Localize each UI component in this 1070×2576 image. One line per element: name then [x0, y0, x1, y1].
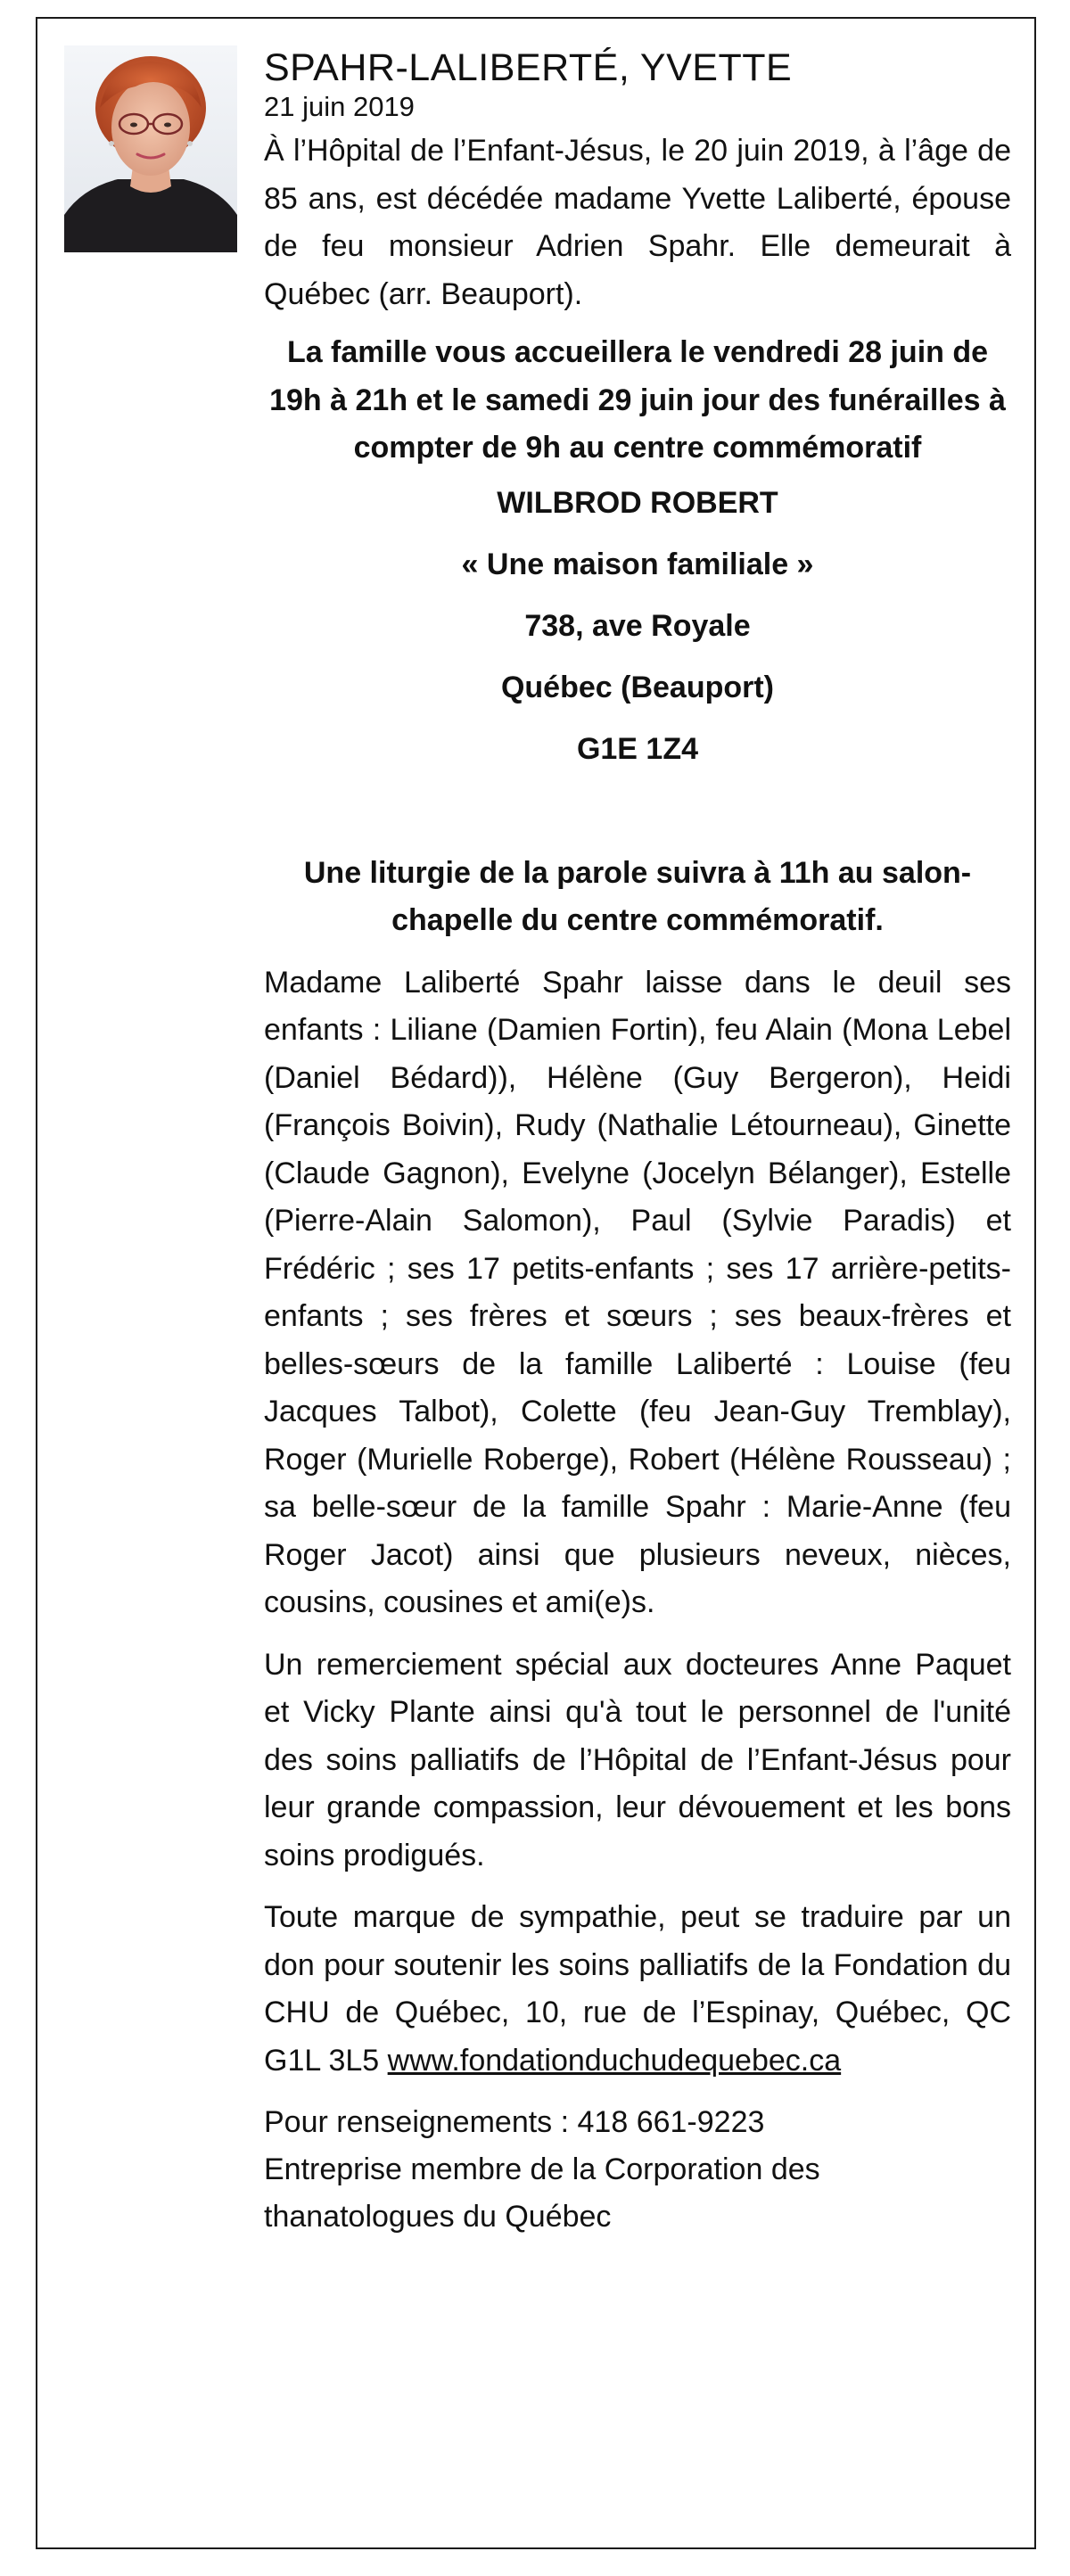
- venue-city: Québec (Beauport): [500, 670, 775, 704]
- venue-postal-code: G1E 1Z4: [576, 731, 699, 766]
- deceased-name: SPAHR-LALIBERTÉ, YVETTE: [264, 46, 793, 89]
- donation-paragraph: [264, 1894, 1011, 2085]
- portrait-photo: [64, 45, 237, 252]
- venue-name: WILBROD ROBERT: [497, 485, 778, 520]
- visitation-details: La famille vous accueillera le vendredi 28 juin de 19h à 21h et le samedi 29 juin jour des funérailles à compter de 9h au centre commémoratif: [269, 335, 1006, 465]
- liturgy-details: Une liturgie de la parole suivra à 11h au salon-chapelle du centre commémoratif.: [303, 855, 972, 937]
- obituary-frame: [36, 17, 1036, 2549]
- survivors-paragraph: Madame Laliberté Spahr laisse dans le deuil ses enfants : Liliane (Damien Fortin), feu Alain (Mona Lebel (Daniel Bédard)), Hélène (Guy Bergeron), Heidi (François Boivin), Rudy (Nathalie Létourneau), Ginette (Claude Gagnon), Evelyne (Jocelyn Bélanger), Estelle (Pierre-Alain Salomon), Paul (Sylvie Paradis) et Frédéric ; ses 17 petits-enfants ; ses 17 arrière-petits-enfants ; ses frères et sœurs ; ses beaux-frères et belles-sœurs de la famille Laliberté : Louise (feu Jacques Talbot), Colette (feu Jean-Guy Tremblay), Roger (Murielle Roberge), Robert (Hélène Rousseau) ; sa belle-sœur de la famille Spahr : Marie-Anne (feu Roger Jacot) ainsi que plusieurs neveux, nièces, cousins, cousines et ami(e)s.: [264, 965, 1011, 1619]
- donation-link[interactable]: www.fondationduchudequebec.ca: [387, 2043, 842, 2078]
- venue-block: [264, 473, 1011, 780]
- contact-block: [264, 2099, 1011, 2241]
- info-phone: Pour renseignements : 418 661-9223: [264, 2105, 765, 2139]
- publication-date: 21 juin 2019: [264, 91, 415, 122]
- thanks-paragraph: Un remerciement spécial aux docteures Anne Paquet et Vicky Plante ainsi qu'à tout le personnel de l'unité des soins palliatifs de l’Hôpital de l’Enfant-Jésus pour leur grande compassion, leur dévouement et les bons soins prodigués.: [264, 1647, 1011, 1872]
- member-line-2: thanatologues du Québec: [264, 2200, 612, 2234]
- death-announcement: À l’Hôpital de l’Enfant-Jésus, le 20 juin 2019, à l’âge de 85 ans, est décédée madame Yvette Laliberté, épouse de feu monsieur Adrien Spahr. Elle demeurait à Québec (arr. Beauport).: [264, 134, 1011, 311]
- member-line-1: Entreprise membre de la Corporation des: [264, 2152, 820, 2186]
- venue-street: 738, ave Royale: [524, 608, 751, 643]
- venue-slogan: « Une maison familiale »: [461, 547, 814, 581]
- obituary-content: [264, 45, 1011, 2241]
- donation-text: Toute marque de sympathie, peut se traduire par un don pour soutenir les soins palliatifs de la Fondation du CHU de Québec, 10, rue de l’Espinay, Québec, QC G1L 3L5: [264, 1900, 1011, 2078]
